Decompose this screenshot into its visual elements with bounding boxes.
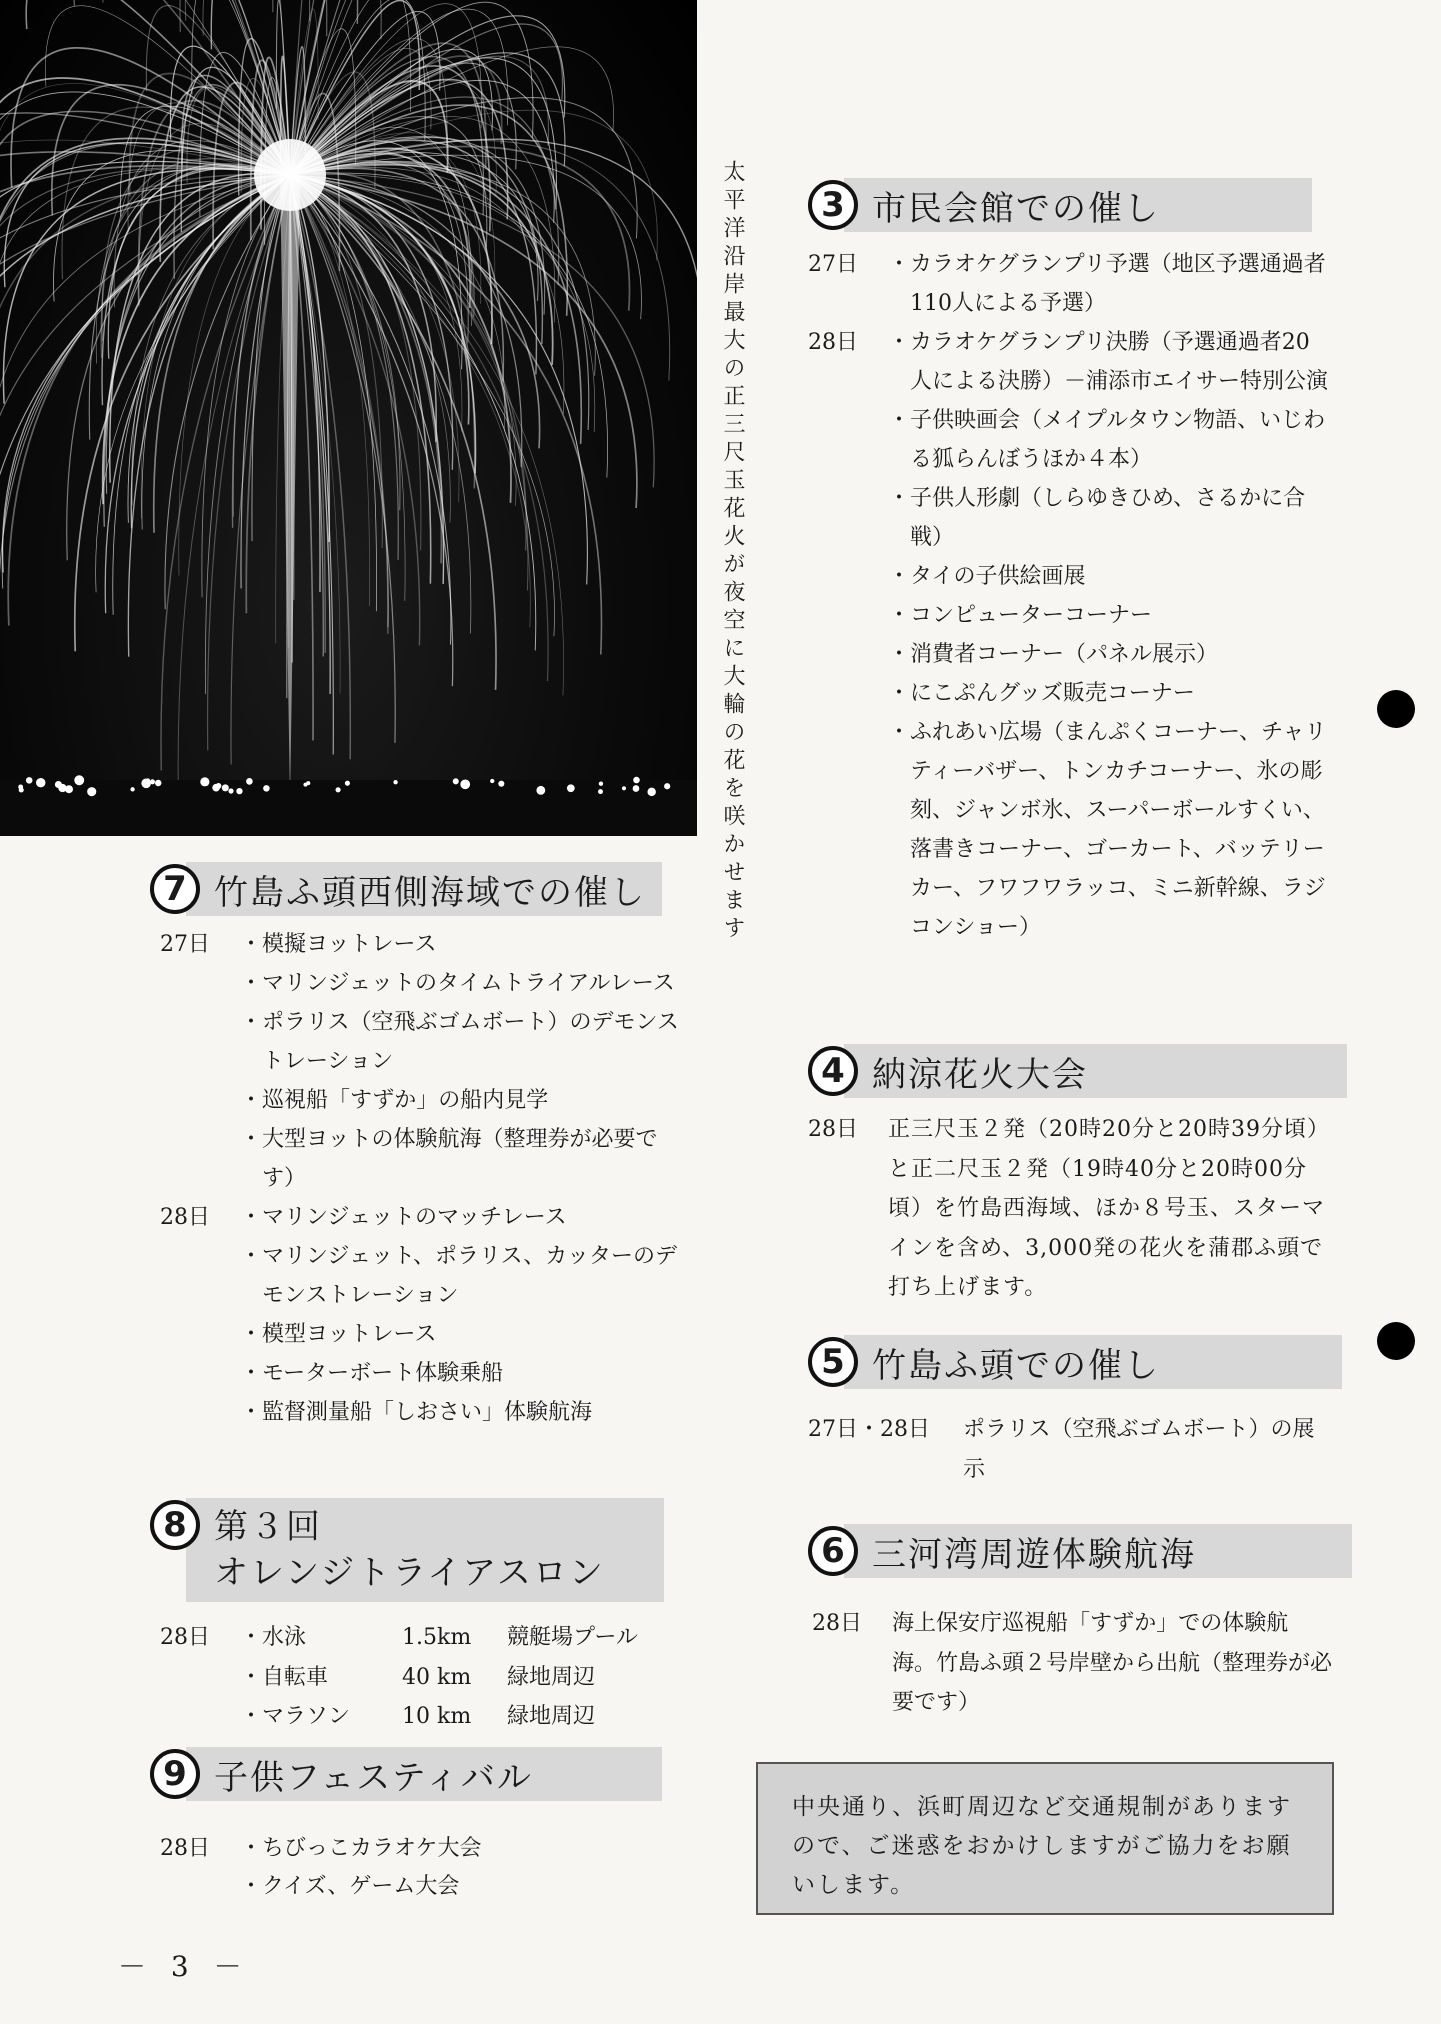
section-title: 納涼花火大会 bbox=[844, 1044, 1347, 1098]
bullet: ・ bbox=[888, 486, 911, 511]
event-name: マラソン bbox=[262, 1704, 351, 1729]
item-text: 子供映画会（メイプルタウン物語、いじわる狐らんぼうほか４本） bbox=[910, 408, 1326, 472]
item-text: マリンジェットのマッチレース bbox=[262, 1205, 567, 1230]
day-label: 28日 bbox=[160, 1205, 210, 1230]
day-label bbox=[160, 1003, 240, 1081]
section-title: 市民会館での催し bbox=[844, 178, 1312, 232]
bullet: ・ bbox=[240, 1836, 263, 1861]
bullet: ・ bbox=[888, 720, 911, 745]
section-title-line1: 第３回 bbox=[214, 1507, 322, 1547]
day-label bbox=[160, 1354, 240, 1393]
list-item bbox=[160, 1830, 680, 1868]
list-item bbox=[160, 1315, 680, 1354]
day-label bbox=[808, 557, 888, 596]
item-text: 大型ヨットの体験航海（整理券が必要です） bbox=[262, 1127, 658, 1191]
item-text: クイズ、ゲーム大会 bbox=[262, 1874, 460, 1899]
bullet: ・ bbox=[240, 932, 263, 957]
binder-hole bbox=[1377, 1322, 1415, 1360]
list-item bbox=[808, 401, 1328, 479]
section-title bbox=[186, 1498, 664, 1602]
list-item bbox=[808, 713, 1328, 947]
day-label bbox=[160, 1081, 240, 1120]
firework-image bbox=[0, 0, 697, 836]
day-label bbox=[160, 1393, 240, 1432]
section-5-body bbox=[808, 1410, 1328, 1489]
item-text: ちびっこカラオケ大会 bbox=[262, 1836, 482, 1861]
section-title: 竹島ふ頭西側海域での催し bbox=[186, 862, 662, 916]
item-text: コンピューターコーナー bbox=[910, 603, 1153, 628]
event-distance: 40 km bbox=[402, 1664, 472, 1690]
section-number: 7 bbox=[150, 864, 200, 914]
item-text: カラオケグランプリ予選（地区予選通過者110人による予選） bbox=[910, 252, 1326, 316]
day-label bbox=[808, 713, 888, 947]
section-7-header bbox=[150, 862, 662, 916]
section-number: 3 bbox=[808, 180, 858, 230]
bullet: ・ bbox=[888, 408, 911, 433]
item-text: マリンジェット、ポラリス、カッターのデモンストレーション bbox=[262, 1244, 678, 1308]
bullet: ・ bbox=[888, 681, 911, 706]
day-label bbox=[808, 401, 888, 479]
bullet: ・ bbox=[240, 1010, 263, 1035]
polaris-display-text: ポラリス（空飛ぶゴムボート）の展示 bbox=[963, 1417, 1315, 1482]
day-label bbox=[160, 1315, 240, 1354]
section-number: 8 bbox=[150, 1500, 200, 1550]
day-label bbox=[808, 596, 888, 635]
list-item bbox=[160, 1003, 680, 1081]
table-row bbox=[240, 1697, 638, 1737]
section-4-body bbox=[808, 1110, 1328, 1308]
binder-hole bbox=[1377, 690, 1415, 728]
section-8-body bbox=[160, 1618, 680, 1737]
event-place: 緑地周辺 bbox=[507, 1664, 596, 1690]
item-text: ふれあい広場（まんぷくコーナー、チャリティーバザー、トンカチコーナー、氷の彫刻、ジャンボ氷、スーパーボールすくい、落書きコーナー、ゴーカート、バッテリーカー、フワフワラッコ、ミニ新幹線、ラジコンショー） bbox=[910, 720, 1327, 940]
day-label bbox=[160, 964, 240, 1003]
item-text: 消費者コーナー（パネル展示） bbox=[910, 642, 1219, 667]
list-item bbox=[160, 1868, 680, 1906]
bullet: ・ bbox=[240, 1205, 263, 1230]
list-item bbox=[808, 557, 1328, 596]
event-name: 自転車 bbox=[262, 1664, 329, 1690]
section-number: 5 bbox=[808, 1337, 858, 1387]
list-item bbox=[808, 674, 1328, 713]
page-number: － 3 － bbox=[118, 1950, 250, 1983]
day-label: 28日 bbox=[808, 330, 858, 355]
section-4-header bbox=[808, 1044, 1347, 1098]
section-9-header bbox=[150, 1747, 662, 1801]
day-label bbox=[808, 635, 888, 674]
item-text: 模擬ヨットレース bbox=[262, 932, 437, 957]
section-title: 三河湾周遊体験航海 bbox=[844, 1524, 1352, 1578]
section-7-list bbox=[160, 925, 680, 1432]
item-text: 巡視船「すずか」の船内見学 bbox=[262, 1088, 549, 1113]
day-label bbox=[808, 674, 888, 713]
section-number: 9 bbox=[150, 1749, 200, 1799]
bullet: ・ bbox=[888, 603, 911, 628]
bullet: ・ bbox=[240, 1127, 263, 1152]
item-text: タイの子供絵画展 bbox=[910, 564, 1086, 589]
day-label: 27日・28日 bbox=[808, 1417, 930, 1442]
bullet: ・ bbox=[240, 1244, 263, 1269]
bullet: ・ bbox=[240, 1664, 263, 1690]
table-row bbox=[240, 1658, 638, 1698]
list-item bbox=[160, 925, 680, 964]
bullet: ・ bbox=[240, 1874, 263, 1899]
day-label bbox=[160, 1868, 240, 1906]
section-number: 6 bbox=[808, 1526, 858, 1576]
fireworks-description: 正三尺玉２発（20時20分と20時39分頃）と正二尺玉２発（19時40分と20時00分頃）を竹島西海域、ほか８号玉、スターマインを含め、3,000発の花火を蒲郡ふ頭で打ち上げます。 bbox=[888, 1117, 1326, 1300]
event-place: 競艇場プール bbox=[507, 1625, 638, 1650]
bullet: ・ bbox=[240, 1088, 263, 1113]
item-text: 子供人形劇（しらゆきひめ、さるかに合戦） bbox=[910, 486, 1306, 550]
triathlon-table bbox=[240, 1618, 638, 1737]
day-label bbox=[160, 1237, 240, 1315]
section-9-list bbox=[160, 1830, 680, 1906]
bullet: ・ bbox=[240, 1704, 263, 1729]
list-item bbox=[160, 1081, 680, 1120]
item-text: カラオケグランプリ決勝（予選通過者20人による決勝）－浦添市エイサー特別公演 bbox=[910, 330, 1329, 394]
event-distance: 10 km bbox=[402, 1704, 472, 1729]
day-label: 28日 bbox=[812, 1611, 862, 1636]
day-label: 27日 bbox=[808, 252, 858, 277]
event-distance: 1.5km bbox=[402, 1625, 472, 1650]
firework-photo bbox=[0, 0, 697, 836]
list-item bbox=[160, 1237, 680, 1315]
bullet: ・ bbox=[240, 971, 263, 996]
event-place: 緑地周辺 bbox=[507, 1704, 596, 1729]
bullet: ・ bbox=[888, 330, 911, 355]
list-item bbox=[160, 1120, 680, 1198]
item-text: 模型ヨットレース bbox=[262, 1322, 437, 1347]
section-6-body bbox=[812, 1604, 1332, 1723]
bullet: ・ bbox=[240, 1400, 263, 1425]
day-label: 28日 bbox=[808, 1117, 858, 1142]
section-title: 子供フェスティバル bbox=[186, 1747, 662, 1801]
bullet: ・ bbox=[888, 642, 911, 667]
traffic-notice: 中央通り、浜町周辺など交通規制がありますので、ご迷惑をおかけしますがご協力をお願いします。 bbox=[756, 1762, 1334, 1915]
day-label: 27日 bbox=[160, 932, 210, 957]
list-item bbox=[808, 596, 1328, 635]
list-item bbox=[808, 479, 1328, 557]
event-name: 水泳 bbox=[262, 1625, 307, 1650]
section-title-line2: オレンジトライアスロン bbox=[214, 1553, 605, 1593]
bullet: ・ bbox=[240, 1361, 263, 1386]
section-6-header bbox=[808, 1524, 1352, 1578]
list-item bbox=[160, 1198, 680, 1237]
photo-caption: 太平洋沿岸最大の正三尺玉花火が夜空に大輪の花を咲かせます bbox=[720, 160, 745, 944]
bullet: ・ bbox=[240, 1322, 263, 1347]
section-title: 竹島ふ頭での催し bbox=[844, 1335, 1342, 1389]
bullet: ・ bbox=[888, 564, 911, 589]
item-text: マリンジェットのタイムトライアルレース bbox=[262, 971, 675, 996]
list-item bbox=[160, 1354, 680, 1393]
item-text: 監督測量船「しおさい」体験航海 bbox=[262, 1400, 593, 1425]
day-label bbox=[808, 479, 888, 557]
section-3-header bbox=[808, 178, 1312, 232]
section-8-header bbox=[150, 1498, 664, 1602]
day-label: 28日 bbox=[160, 1625, 210, 1650]
list-item bbox=[808, 245, 1328, 323]
list-item bbox=[808, 635, 1328, 674]
section-5-header bbox=[808, 1335, 1342, 1389]
item-text: にこぷんグッズ販売コーナー bbox=[910, 681, 1195, 706]
section-number: 4 bbox=[808, 1046, 858, 1096]
list-item bbox=[160, 964, 680, 1003]
day-label bbox=[160, 1120, 240, 1198]
bullet: ・ bbox=[240, 1625, 263, 1650]
day-label: 28日 bbox=[160, 1836, 210, 1861]
table-row bbox=[240, 1618, 638, 1658]
list-item bbox=[160, 1393, 680, 1432]
bullet: ・ bbox=[888, 252, 911, 277]
item-text: ポラリス（空飛ぶゴムボート）のデモンストレーション bbox=[262, 1010, 679, 1074]
section-3-list bbox=[808, 245, 1328, 947]
item-text: モーターボート体験乗船 bbox=[262, 1361, 504, 1386]
list-item bbox=[808, 323, 1328, 401]
cruise-description: 海上保安庁巡視船「すずか」での体験航海。竹島ふ頭２号岸壁から出航（整理券が必要です） bbox=[892, 1611, 1333, 1715]
